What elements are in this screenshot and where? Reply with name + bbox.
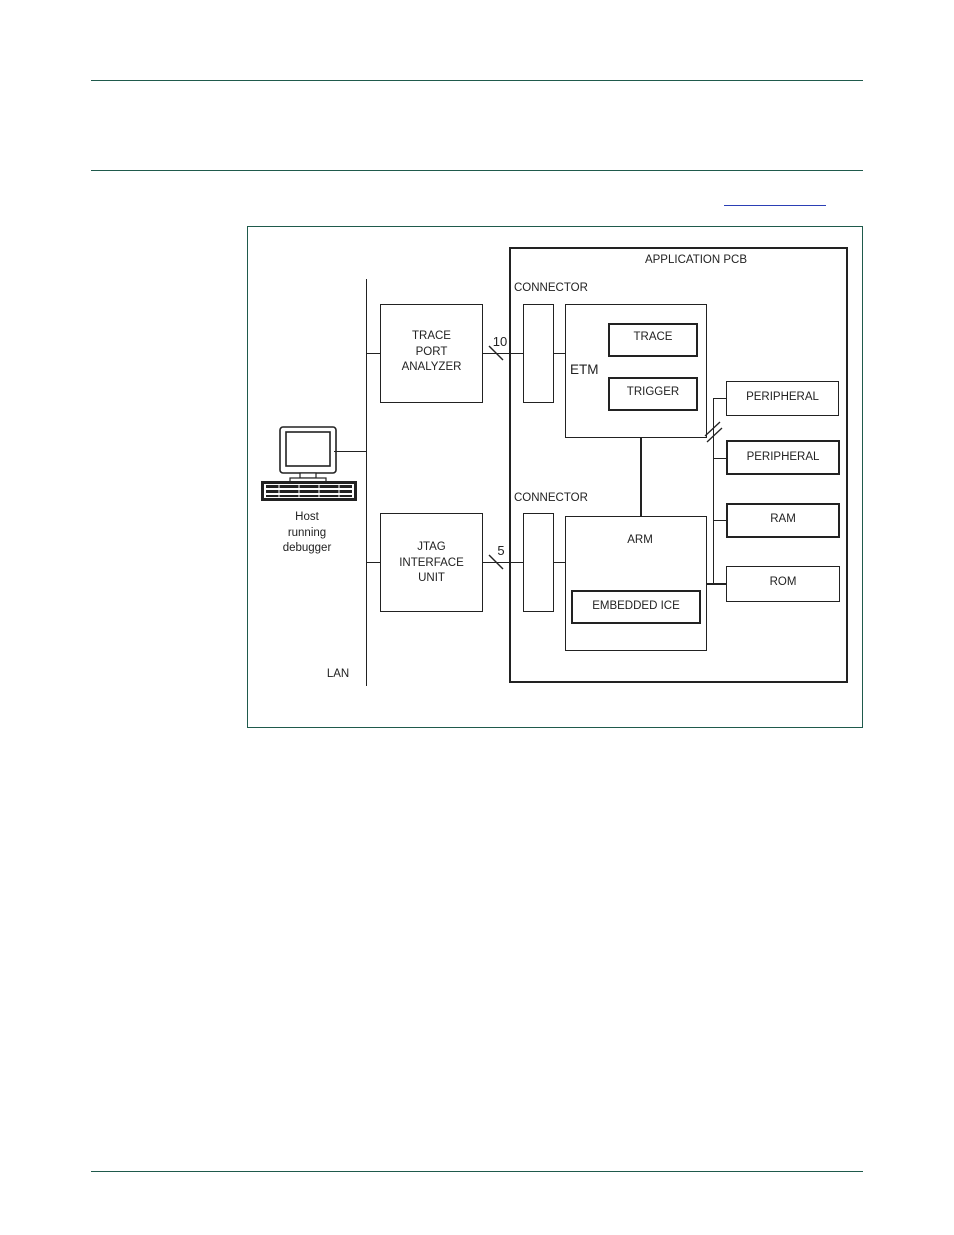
lan-label: LAN <box>326 668 350 680</box>
etm-arm-link <box>640 438 642 516</box>
computer-icon <box>259 425 359 505</box>
connector-etm-link <box>554 353 565 354</box>
host-lan-connection <box>334 451 366 452</box>
trace-label: TRACE <box>633 331 673 343</box>
lan-tpa-connection <box>366 353 380 354</box>
jtag-line-3: UNIT <box>418 572 445 584</box>
tpa-line-3: ANALYZER <box>401 361 462 373</box>
connector-bottom-label: CONNECTOR <box>514 492 588 504</box>
arm-label: ARM <box>627 534 653 546</box>
connector-top <box>523 304 554 403</box>
connector-top-label: CONNECTOR <box>514 282 588 294</box>
application-pcb-label: APPLICATION PCB <box>644 254 748 266</box>
host-label <box>272 510 342 557</box>
bus-width-jtag: 5 <box>497 543 505 558</box>
trigger-label: TRIGGER <box>626 386 680 398</box>
lan-bus <box>366 279 367 686</box>
jtag-line-2: INTERFACE <box>399 556 464 569</box>
peripheral-2-label: PERIPHERAL <box>746 451 820 463</box>
tpa-line-2: PORT <box>415 345 448 358</box>
link-underline[interactable] <box>724 205 826 206</box>
connector-arm-link <box>554 562 565 563</box>
host-label-line-2: running <box>287 526 327 539</box>
jtag-line-1: JTAG <box>417 541 446 553</box>
top-rule <box>91 80 863 81</box>
host-label-line-3: debugger <box>282 542 332 554</box>
host-label-line-1: Host <box>295 511 319 523</box>
peripheral-2-link <box>713 458 726 459</box>
section-rule <box>91 170 863 171</box>
bus-width-trace: 10 <box>492 334 508 349</box>
peripheral-1-label: PERIPHERAL <box>746 391 819 403</box>
ram-label: RAM <box>770 513 796 525</box>
rom-label: ROM <box>769 576 797 588</box>
jtag-interface-unit-label <box>380 540 483 587</box>
arm-bus-link <box>707 583 726 585</box>
tpa-line-1: TRACE <box>412 330 451 342</box>
connector-bottom <box>523 513 554 612</box>
bus-break-icon <box>702 419 726 445</box>
peripheral-1-link <box>713 398 726 399</box>
ram-link <box>713 520 726 521</box>
trace-port-analyzer-label <box>380 329 483 376</box>
embedded-ice-label: EMBEDDED ICE <box>592 600 680 612</box>
etm-label: ETM <box>570 362 599 377</box>
bottom-rule <box>91 1171 863 1172</box>
lan-jtag-connection <box>366 562 380 563</box>
